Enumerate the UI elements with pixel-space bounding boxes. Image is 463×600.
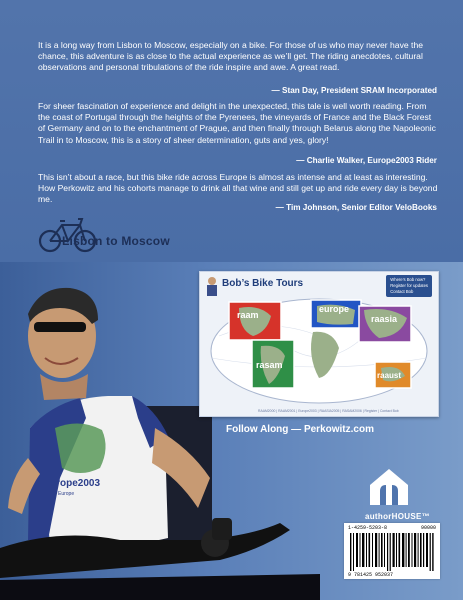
jersey-text-2: Europe (58, 491, 75, 497)
book-logo-text: Lisbon to Moscow (62, 234, 170, 248)
region-label-rasam: rasam (256, 360, 283, 370)
quote-2-text: For sheer fascination of experience and delight in the unexpected, this tale is well worth reading. From the coast of Portugal through the heights of the Pyrenees, the vineyards of France and the Black Forest of Germany and on to the enchantment of Prague, and then finally through Belarus along the Napoleonic Trail in to Moscow, this is a story of sheer determination, guts and yes, glory! (38, 101, 436, 145)
region-label-europe: europe (319, 304, 350, 314)
publisher-name: authorHOUSE™ (365, 512, 430, 521)
quote-3-text: This isn’t about a race, but this bike ride across Europe is almost as intense and at least as interesting. How Perkowitz and his cohorts manage to drink all that wine and still get up and ride every day is beyond me. (38, 172, 438, 205)
barcode-bars (350, 533, 434, 571)
website-nav-item[interactable]: Register for updates (390, 283, 428, 288)
authorhouse-logo-icon (366, 465, 412, 509)
region-label-raaust: raaust (377, 371, 402, 380)
rider-thumbnail-icon (205, 276, 219, 296)
website-nav-item[interactable]: Where’s Bob now? (390, 277, 426, 282)
quote-2-attribution: — Charlie Walker, Europe2003 Rider (296, 156, 437, 165)
barcode (344, 523, 440, 579)
follow-along-text: Follow Along — Perkowitz.com (226, 424, 374, 435)
quote-1-text: It is a long way from Lisbon to Moscow, especially on a bike. For those of us who may never have the chance, this adventure is as close to the actual experience as we’ll get. The riding anecdotes, cultural observations and personal tribulations of the ride inspire and awe. A great read. (38, 40, 424, 73)
website-nav (386, 275, 432, 297)
quote-3-attribution: — Tim Johnson, Senior Editor VeloBooks (275, 203, 437, 212)
website-footer: RAAM2000 | RAAM2001 | Europe2003 | RAASIA2005 | RASAM2006 | Register | Contact Bob (258, 409, 399, 413)
region-label-raam: raam (237, 310, 259, 320)
world-map (209, 296, 429, 406)
isbn-bottom: 9 781425 952037 (348, 572, 394, 578)
barcode-price: 90000 (420, 525, 436, 531)
website-title: Bob’s Bike Tours (222, 278, 304, 289)
quote-1-attribution: — Stan Day, President SRAM Incorporated (271, 86, 437, 95)
website-screenshot (199, 271, 439, 417)
region-label-raasia: raasia (371, 314, 398, 324)
jersey-text-1: urope2003 (50, 478, 101, 489)
isbn-top: 1-4259-5203-8 (348, 525, 388, 531)
website-nav-item[interactable]: Contact Bob (390, 289, 414, 294)
